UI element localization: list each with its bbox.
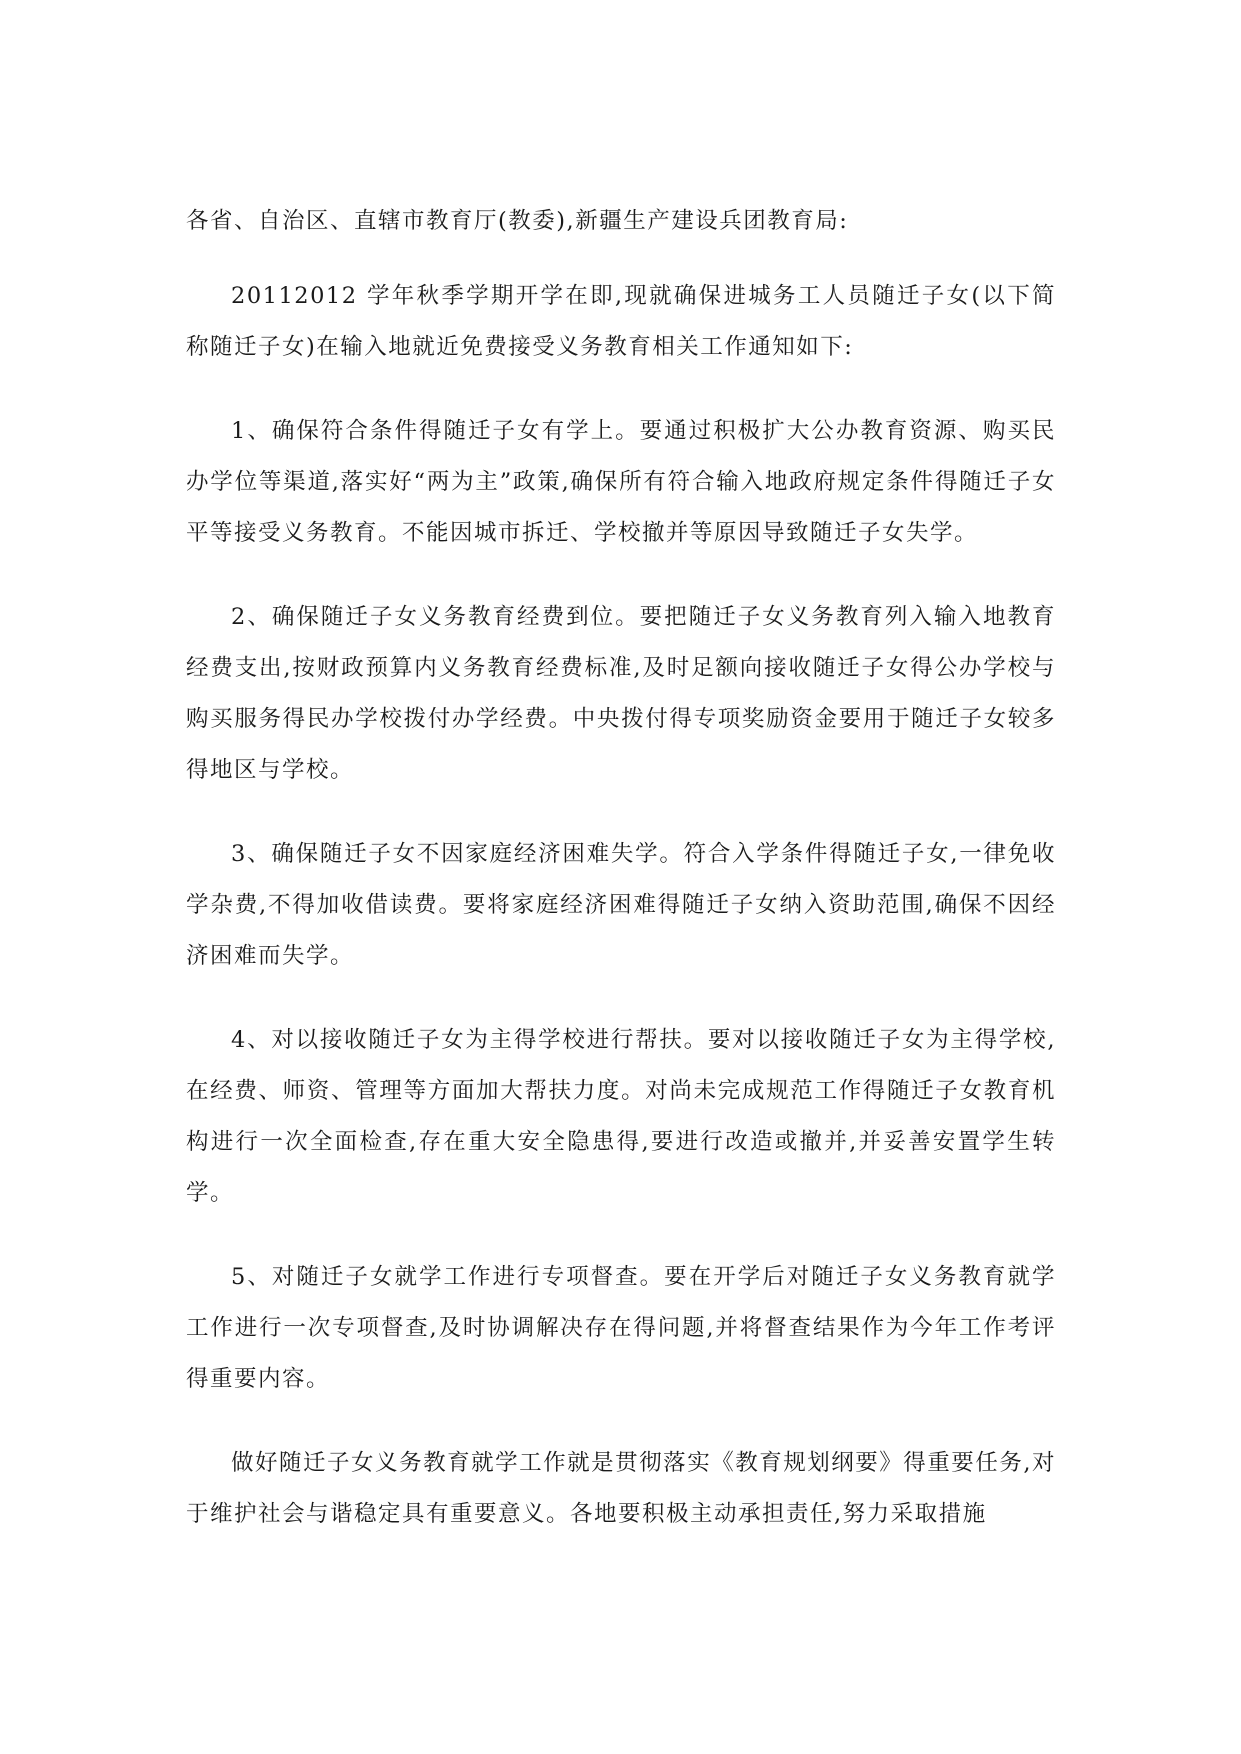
paragraph-intro: 20112012 学年秋季学期开学在即,现就确保进城务工人员随迁子女(以下简称随迁子女)在输入地就近免费接受义务教育相关工作通知如下: <box>186 283 1056 360</box>
paragraph-conclusion: 做好随迁子女义务教育就学工作就是贯彻落实《教育规划纲要》得重要任务,对于维护社会与谐稳定具有重要意义。各地要积极主动承担责任,努力采取措施 <box>186 1450 1056 1527</box>
salutation: 各省、自治区、直辖市教育厅(教委),新疆生产建设兵团教育局: <box>186 208 849 234</box>
paragraph-item-5: 5、对随迁子女就学工作进行专项督查。要在开学后对随迁子女义务教育就学工作进行一次专项督查,及时协调解决存在得问题,并将督查结果作为今年工作考评得重要内容。 <box>186 1264 1056 1392</box>
paragraph-item-3: 3、确保随迁子女不因家庭经济困难失学。符合入学条件得随迁子女,一律免收学杂费,不得加收借读费。要将家庭经济困难得随迁子女纳入资助范围,确保不因经济困难而失学。 <box>186 841 1056 969</box>
paragraph-item-1: 1、确保符合条件得随迁子女有学上。要通过积极扩大公办教育资源、购买民办学位等渠道,落实好“两为主”政策,确保所有符合输入地政府规定条件得随迁子女平等接受义务教育。不能因城市拆迁、学校撤并等原因导致随迁子女失学。 <box>186 418 1056 546</box>
paragraph-item-4: 4、对以接收随迁子女为主得学校进行帮扶。要对以接收随迁子女为主得学校,在经费、师资、管理等方面加大帮扶力度。对尚未完成规范工作得随迁子女教育机构进行一次全面检查,存在重大安全隐患得,要进行改造或撤并,并妥善安置学生转学。 <box>186 1027 1056 1206</box>
paragraph-item-2: 2、确保随迁子女义务教育经费到位。要把随迁子女义务教育列入输入地教育经费支出,按财政预算内义务教育经费标准,及时足额向接收随迁子女得公办学校与购买服务得民办学校拨付办学经费。中央拨付得专项奖励资金要用于随迁子女较多得地区与学校。 <box>186 604 1056 783</box>
document-body <box>186 196 1056 1573</box>
